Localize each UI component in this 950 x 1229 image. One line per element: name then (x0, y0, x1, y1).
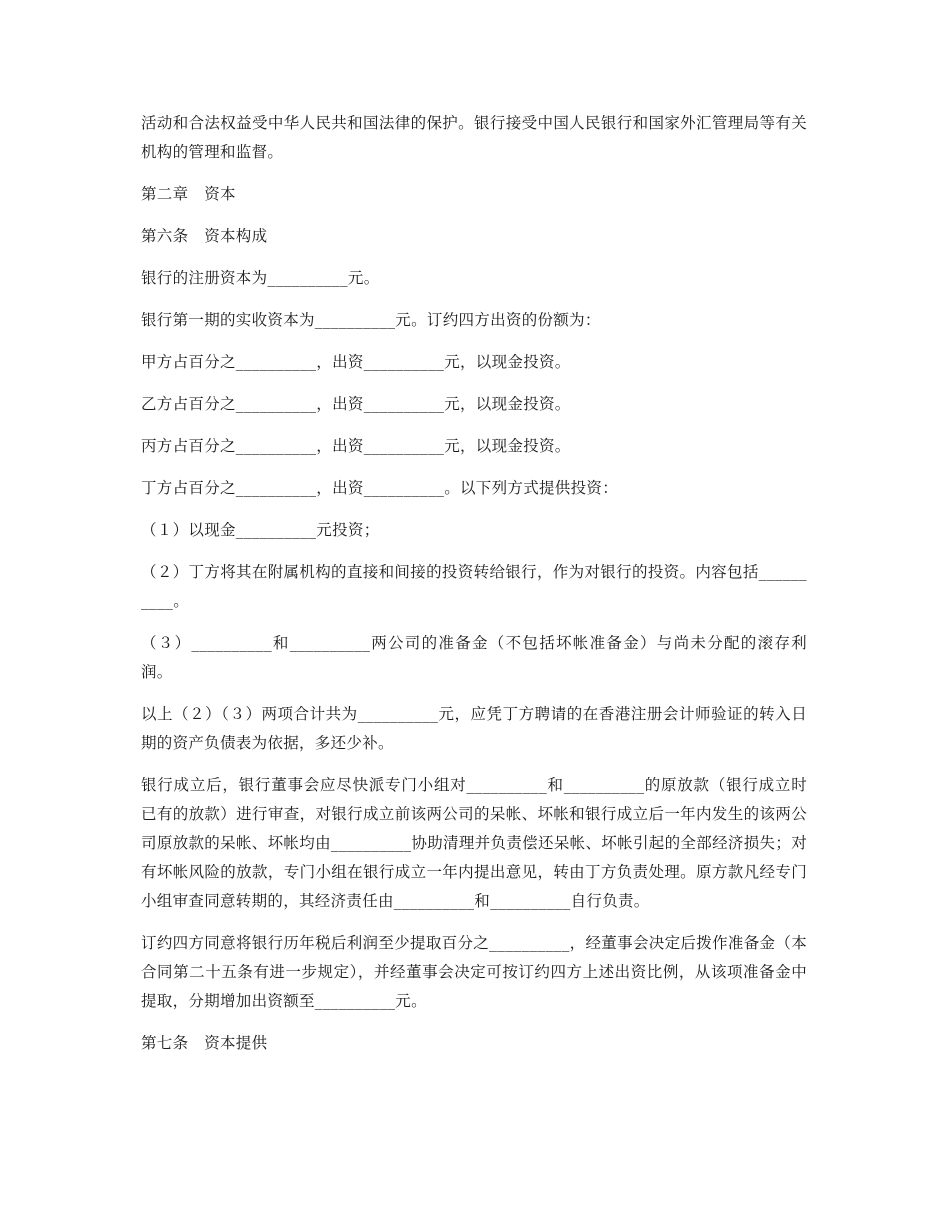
paragraph-item-1: （１）以现金__________元投资； (141, 521, 380, 539)
paragraph-party-b: 乙方占百分之__________，出资__________元，以现金投资。 (141, 395, 571, 413)
article-heading-7: 第七条 资本提供 (141, 1034, 268, 1052)
paragraph-party-a: 甲方占百分之__________，出资__________元，以现金投资。 (141, 353, 571, 371)
paragraph-item-3: （３）__________和__________两公司的准备金（不包括坏帐准备金）与尚未分配的滚存利润。 (141, 634, 807, 681)
paragraph-reserve: 订约四方同意将银行历年税后利润至少提取百分之__________，经董事会决定后拨作准备金（本合同第二十五条有进一步规定），并经董事会决定可按订约四方上述出资比例，从该项准备金中提取，分期增加出资额至__________元。 (141, 934, 807, 1010)
chapter-heading: 第二章 资本 (141, 185, 236, 203)
document-page (141, 109, 807, 1071)
paragraph-registered-capital: 银行的注册资本为__________元。 (141, 269, 380, 287)
paragraph-loan-review: 银行成立后，银行董事会应尽快派专门小组对__________和__________的原放款（银行成立时已有的放款）进行审查，对银行成立前该两公司的呆帐、坏帐和银行成立后一年内发生的该两公司原放款的呆帐、坏帐均由__________协助清理并负责偿还呆帐、坏帐引起的全部经济损失；对有坏帐风险的放款，专门小组在银行成立一年内提出意见，转由丁方负责处理。原方款凡经专门小组审查同意转期的，其经济责任由__________和__________自行负责。 (141, 776, 807, 910)
article-heading: 第六条 资本构成 (141, 227, 268, 245)
paragraph-intro: 活动和合法权益受中华人民共和国法律的保护。银行接受中国人民银行和国家外汇管理局等有关机构的管理和监督。 (141, 114, 807, 161)
paragraph-party-d: 丁方占百分之__________，出资__________。以下列方式提供投资： (141, 479, 619, 497)
paragraph-item-2: （２）丁方将其在附属机构的直接和间接的投资转给银行，作为对银行的投资。内容包括__________。 (141, 563, 807, 610)
paragraph-total: 以上（２）（３）两项合计共为__________元，应凭丁方聘请的在香港注册会计师验证的转入日期的资产负债表为依据，多还少补。 (141, 705, 807, 752)
paragraph-paid-in-capital: 银行第一期的实收资本为__________元。订约四方出资的份额为： (141, 311, 601, 329)
paragraph-party-c: 丙方占百分之__________，出资__________元，以现金投资。 (141, 437, 571, 455)
